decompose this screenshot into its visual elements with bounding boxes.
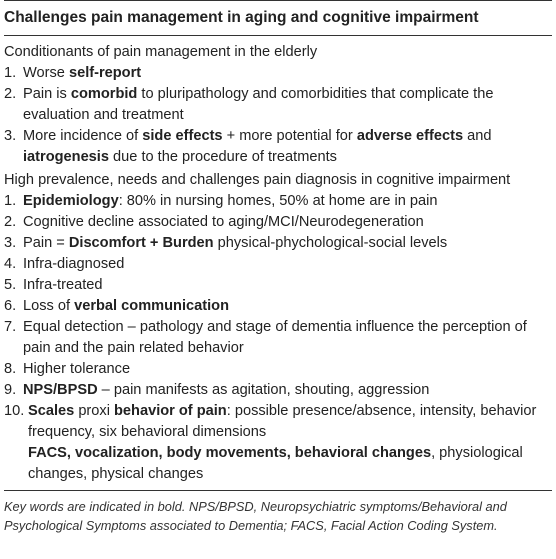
text-run: due to the procedure of treatments xyxy=(108,149,337,165)
text-run: More incidence of xyxy=(23,128,143,144)
keyword: behavior of pain xyxy=(114,403,227,419)
text-run: Worse xyxy=(23,65,69,81)
list-item xyxy=(4,401,552,485)
item-number: 1. xyxy=(4,193,17,209)
item-number: 1. xyxy=(4,65,17,81)
list-item xyxy=(4,84,552,126)
text-run: and xyxy=(463,128,492,144)
item-number: 10. xyxy=(4,403,25,419)
item-text xyxy=(23,212,552,233)
list-cognitive xyxy=(4,191,552,485)
keyword: NPS/BPSD xyxy=(23,382,98,398)
text-run: , physiological changes, physical changes xyxy=(28,445,523,482)
list-item xyxy=(4,233,552,254)
item-number: 7. xyxy=(4,319,17,335)
item-extra-text xyxy=(28,443,552,485)
keyword: adverse effects xyxy=(356,128,464,144)
table-footnote: Key words are indicated in bold. NPS/BPSD, Neuropsychiatric symptoms/Behavioral and Psychological Symptoms associated to Dementia; FACS, Facial Action Coding System. xyxy=(4,499,507,533)
keyword: verbal communication xyxy=(74,298,230,314)
text-run: Loss of xyxy=(23,298,75,314)
list-item xyxy=(4,126,552,168)
item-text xyxy=(23,359,552,380)
table-title: Challenges pain management in aging and cognitive impairment xyxy=(4,0,552,36)
keyword: FACS, vocalization, body movements, behavioral changes xyxy=(28,445,432,461)
item-number: 4. xyxy=(4,256,17,272)
item-text xyxy=(23,296,552,317)
item-text xyxy=(23,254,552,275)
item-number: 3. xyxy=(4,235,17,251)
item-number: 5. xyxy=(4,277,17,293)
list-item xyxy=(4,275,552,296)
item-number: 3. xyxy=(4,128,17,144)
item-number: 6. xyxy=(4,298,17,314)
list-item xyxy=(4,359,552,380)
item-text xyxy=(23,191,552,212)
list-item xyxy=(4,296,552,317)
keyword: Discomfort + Burden xyxy=(68,235,214,251)
keyword: iatrogenesis xyxy=(23,149,109,165)
item-text xyxy=(28,401,552,485)
text-run: Equal detection – pathology and stage of dementia influence the perception of pain and the pain related behavior xyxy=(23,319,527,356)
list-item xyxy=(4,191,552,212)
text-run: Infra-treated xyxy=(23,277,103,293)
item-text xyxy=(23,275,552,296)
list-item xyxy=(4,212,552,233)
keyword: Epidemiology xyxy=(23,193,119,209)
list-item xyxy=(4,380,552,401)
text-run: proxi xyxy=(74,403,115,419)
section-heading-cognitive: High prevalence, needs and challenges pain diagnosis in cognitive impairment xyxy=(4,172,511,188)
text-run: Higher tolerance xyxy=(23,361,131,377)
text-run: to pluripathology and comorbidities that complicate the evaluation and treatment xyxy=(23,86,494,123)
keyword: side effects xyxy=(142,128,223,144)
item-number: 2. xyxy=(4,86,17,102)
item-text xyxy=(23,380,552,401)
text-run: – pain manifests as agitation, shouting, aggression xyxy=(97,382,430,398)
item-text xyxy=(23,233,552,254)
text-run: : 80% in nursing homes, 50% at home are in pain xyxy=(118,193,438,209)
item-number: 9. xyxy=(4,382,17,398)
section-heading-elderly: Conditionants of pain management in the elderly xyxy=(4,44,318,60)
item-number: 2. xyxy=(4,214,17,230)
text-run: physical-phychological-social levels xyxy=(213,235,448,251)
list-elderly xyxy=(4,63,552,168)
text-run: Pain = xyxy=(23,235,69,251)
text-run: + more potential for xyxy=(222,128,357,144)
list-item xyxy=(4,254,552,275)
item-number: 8. xyxy=(4,361,17,377)
item-text xyxy=(23,84,552,126)
text-run: : possible presence/absence, intensity, behavior frequency, six behavioral dimensions xyxy=(28,403,537,440)
keyword: self-report xyxy=(68,65,142,81)
item-text xyxy=(23,317,552,359)
item-text xyxy=(23,126,552,168)
text-run: Pain is xyxy=(23,86,71,102)
list-item xyxy=(4,317,552,359)
text-run: Cognitive decline associated to aging/MCI/Neurodegeneration xyxy=(23,214,424,230)
list-item xyxy=(4,63,552,84)
keyword: comorbid xyxy=(70,86,138,102)
bottom-rule xyxy=(4,490,552,491)
item-text xyxy=(23,63,552,84)
text-run: Infra-diagnosed xyxy=(23,256,125,272)
keyword: Scales xyxy=(28,403,75,419)
